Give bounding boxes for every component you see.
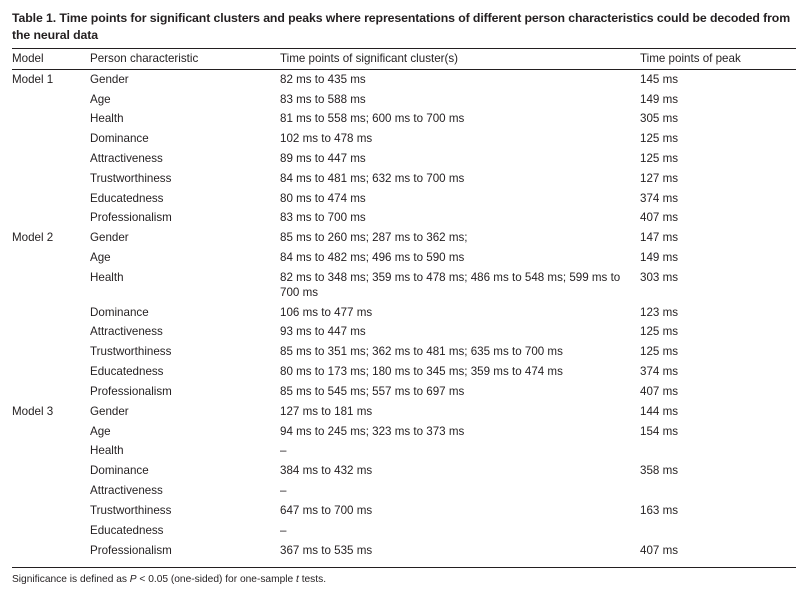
cell-characteristic: Trustworthiness — [90, 503, 172, 517]
cell-characteristic: Professionalism — [90, 384, 172, 398]
cell-peak: 125 ms — [640, 152, 679, 165]
cell-cluster: 80 ms to 173 ms; 180 ms to 345 ms; 359 ms to 474 ms — [280, 365, 563, 379]
cell-characteristic: Educatedness — [90, 523, 164, 537]
cell-characteristic: Dominance — [90, 305, 149, 319]
cell-model — [12, 501, 90, 521]
cell-cluster: 89 ms to 447 ms — [280, 152, 366, 165]
cell-peak: 145 ms — [640, 72, 679, 86]
cell-peak — [640, 482, 796, 502]
cell-model — [12, 323, 90, 343]
cell-cluster: 647 ms to 700 ms — [280, 503, 373, 517]
cell-peak: 163 ms — [640, 503, 679, 517]
table-caption-label: Table 1. — [12, 11, 57, 25]
cell-model — [12, 110, 90, 130]
table-row — [12, 541, 796, 561]
cell-model — [12, 343, 90, 363]
cell-characteristic: Health — [90, 270, 124, 284]
cell-peak: 374 ms — [640, 191, 679, 205]
cell-model — [12, 249, 90, 269]
cell-model — [12, 541, 90, 561]
column-header-peak: Time points of peak — [640, 49, 796, 70]
cell-model — [12, 189, 90, 209]
table-row — [12, 482, 796, 502]
footnote-suffix: tests. — [298, 573, 327, 585]
cell-peak: 358 ms — [640, 464, 679, 478]
column-header-cluster: Time points of significant cluster(s) — [280, 49, 640, 70]
table-row — [12, 343, 796, 363]
cell-characteristic: Age — [90, 92, 111, 106]
cell-model — [12, 150, 90, 170]
table-caption-text: Time points for significant clusters and peaks where representations of different person characteristics could be decoded from the neural data — [12, 11, 791, 42]
cell-model — [12, 130, 90, 150]
table-row — [12, 402, 796, 422]
column-header-characteristic: Person characteristic — [90, 49, 280, 70]
cell-characteristic: Gender — [90, 404, 129, 418]
table-row — [12, 90, 796, 110]
cell-model — [12, 442, 90, 462]
cell-cluster: 93 ms to 447 ms — [280, 325, 366, 339]
table-row — [12, 70, 796, 90]
cell-characteristic: Dominance — [90, 132, 149, 146]
table-row — [12, 303, 796, 323]
cell-model — [12, 90, 90, 110]
cell-model — [12, 268, 90, 303]
cell-model — [12, 303, 90, 323]
footnote-italic-t: t — [296, 573, 299, 585]
cell-cluster: – — [280, 444, 287, 458]
cell-cluster: 84 ms to 482 ms; 496 ms to 590 ms — [280, 251, 465, 265]
cell-cluster: 85 ms to 351 ms; 362 ms to 481 ms; 635 ms to 700 ms — [280, 345, 563, 359]
column-header-model: Model — [12, 49, 90, 70]
cell-cluster: 84 ms to 481 ms; 632 ms to 700 ms — [280, 171, 465, 185]
cell-model — [12, 169, 90, 189]
table-header-row — [12, 49, 796, 70]
cell-cluster: 102 ms to 478 ms — [280, 132, 373, 146]
cell-cluster: 85 ms to 545 ms; 557 ms to 697 ms — [280, 384, 465, 398]
cell-peak: 149 ms — [640, 251, 679, 265]
cell-characteristic: Gender — [90, 72, 129, 86]
cell-peak — [640, 521, 796, 541]
cell-cluster: 82 ms to 435 ms — [280, 72, 366, 86]
cell-characteristic: Health — [90, 112, 124, 126]
cell-cluster: 384 ms to 432 ms — [280, 464, 373, 478]
footnote-mid: < 0.05 (one-sided) for one-sample — [136, 573, 297, 585]
table-row — [12, 209, 796, 229]
cell-peak: 407 ms — [640, 384, 679, 398]
cell-peak: 125 ms — [640, 132, 679, 146]
table-row — [12, 363, 796, 383]
cell-characteristic: Attractiveness — [90, 484, 163, 498]
cell-characteristic: Educatedness — [90, 365, 164, 379]
cell-characteristic: Professionalism — [90, 211, 172, 225]
cell-characteristic: Professionalism — [90, 543, 172, 557]
cell-peak: 127 ms — [640, 171, 679, 185]
cell-cluster: 94 ms to 245 ms; 323 ms to 373 ms — [280, 424, 465, 438]
table-row — [12, 229, 796, 249]
cell-cluster: 367 ms to 535 ms — [280, 543, 373, 557]
cell-characteristic: Age — [90, 251, 111, 265]
cell-model — [12, 209, 90, 229]
table-row — [12, 169, 796, 189]
cell-cluster: 106 ms to 477 ms — [280, 305, 373, 319]
cell-peak: 125 ms — [640, 345, 679, 359]
cell-peak: 407 ms — [640, 211, 679, 225]
results-table — [12, 48, 796, 561]
table-footnote — [12, 573, 796, 586]
cell-peak: 154 ms — [640, 424, 679, 438]
cell-peak: 149 ms — [640, 92, 679, 106]
table-row — [12, 150, 796, 170]
cell-peak: 374 ms — [640, 365, 679, 379]
cell-cluster: – — [280, 523, 287, 537]
cell-peak — [640, 442, 796, 462]
cell-model: Model 1 — [12, 72, 54, 86]
table-row — [12, 130, 796, 150]
table-row — [12, 268, 796, 303]
cell-peak: 144 ms — [640, 404, 679, 418]
cell-characteristic: Attractiveness — [90, 152, 163, 165]
cell-characteristic: Health — [90, 444, 124, 458]
cell-characteristic: Trustworthiness — [90, 171, 172, 185]
cell-model — [12, 382, 90, 402]
cell-cluster: 82 ms to 348 ms; 359 ms to 478 ms; 486 ms to 548 ms; 599 ms to 700 ms — [280, 270, 621, 299]
cell-model — [12, 482, 90, 502]
cell-cluster: 83 ms to 700 ms — [280, 211, 366, 225]
table-row — [12, 382, 796, 402]
table-row — [12, 189, 796, 209]
cell-peak: 147 ms — [640, 231, 679, 245]
cell-cluster: – — [280, 484, 287, 498]
table-row — [12, 462, 796, 482]
footnote-prefix: Significance is defined as — [12, 573, 130, 585]
table-row — [12, 110, 796, 130]
cell-cluster: 81 ms to 558 ms; 600 ms to 700 ms — [280, 112, 465, 126]
table-row — [12, 422, 796, 442]
table-row — [12, 249, 796, 269]
cell-characteristic: Dominance — [90, 464, 149, 478]
cell-characteristic: Trustworthiness — [90, 345, 172, 359]
table-row — [12, 501, 796, 521]
table-caption — [12, 10, 796, 43]
footnote-italic-p: P — [129, 573, 137, 585]
cell-characteristic: Educatedness — [90, 191, 164, 205]
cell-model — [12, 462, 90, 482]
table-row — [12, 442, 796, 462]
cell-peak: 407 ms — [640, 543, 679, 557]
cell-model — [12, 363, 90, 383]
cell-characteristic: Gender — [90, 231, 129, 245]
table-body — [12, 70, 796, 561]
cell-characteristic: Attractiveness — [90, 325, 163, 339]
cell-cluster: 80 ms to 474 ms — [280, 191, 366, 205]
cell-peak: 125 ms — [640, 325, 679, 339]
cell-peak: 305 ms — [640, 112, 679, 126]
footnote-rule — [12, 567, 796, 586]
table-row — [12, 521, 796, 541]
cell-model: Model 3 — [12, 404, 54, 418]
cell-peak: 303 ms — [640, 270, 679, 284]
cell-cluster: 85 ms to 260 ms; 287 ms to 362 ms; — [280, 231, 468, 245]
cell-model — [12, 521, 90, 541]
cell-cluster: 83 ms to 588 ms — [280, 92, 366, 106]
table-header — [12, 49, 796, 70]
cell-cluster: 127 ms to 181 ms — [280, 404, 373, 418]
cell-characteristic: Age — [90, 424, 111, 438]
cell-peak: 123 ms — [640, 305, 679, 319]
cell-model — [12, 422, 90, 442]
table-row — [12, 323, 796, 343]
cell-model: Model 2 — [12, 231, 54, 245]
